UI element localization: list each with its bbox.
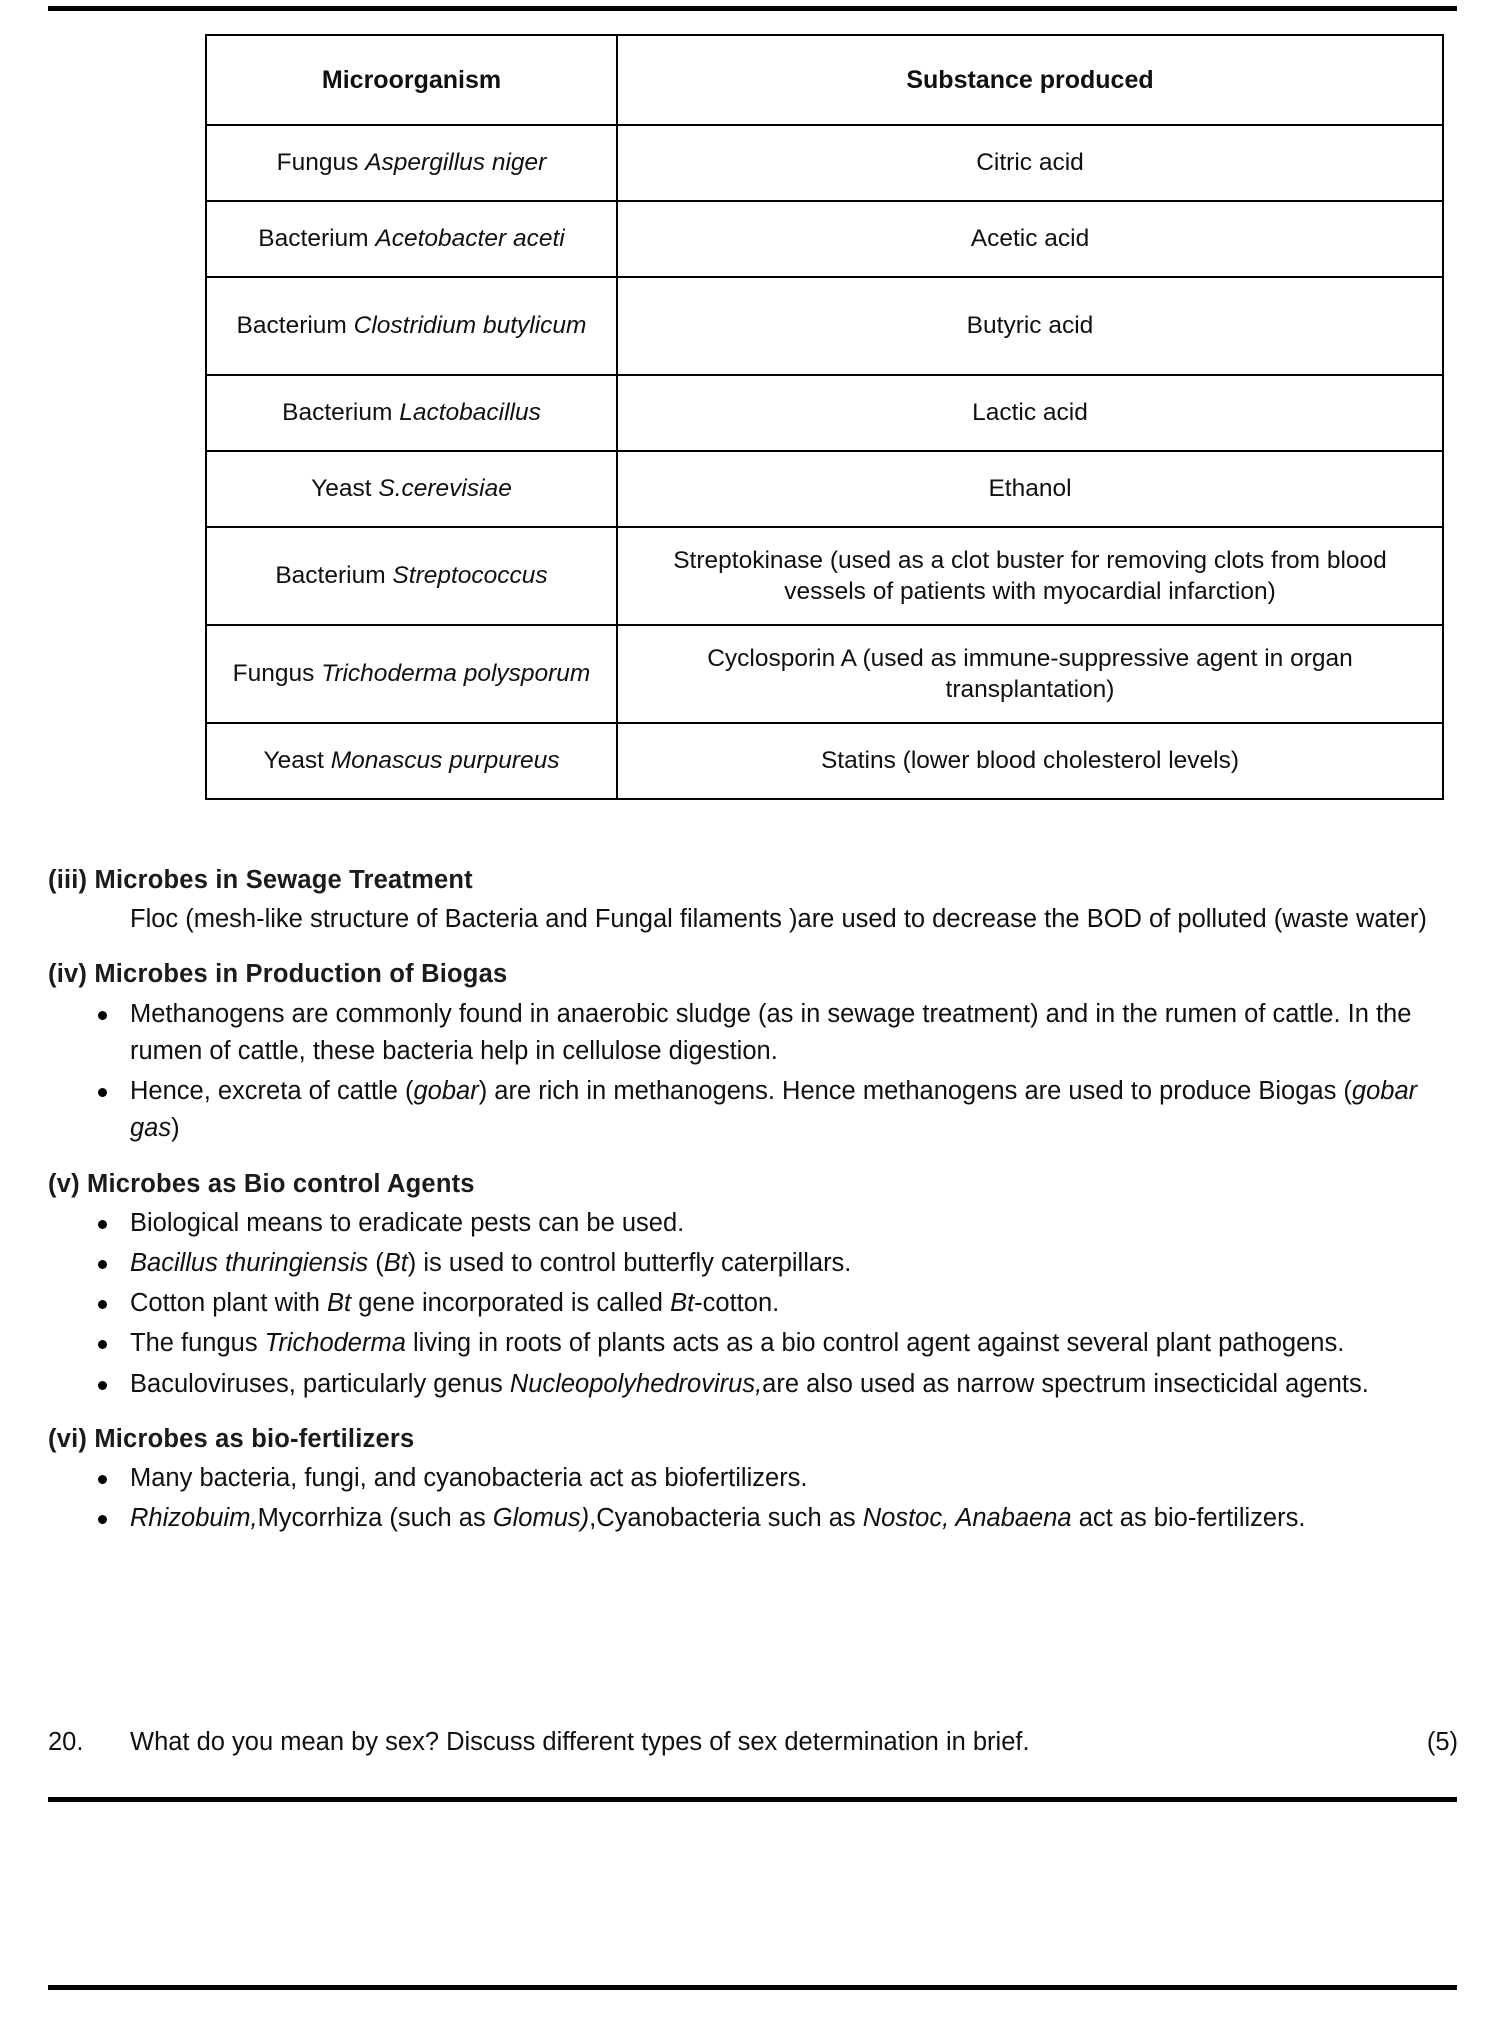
table-row: [206, 723, 1443, 799]
bullet-italic-2: Glomus): [492, 1504, 590, 1533]
list-item: [48, 1245, 1448, 1282]
question-row: [48, 1728, 1458, 1757]
bullet-list-biocontrol: [48, 1205, 1448, 1403]
cell-microorganism: [206, 723, 617, 799]
bullet-italic-2: gobar gas: [130, 1077, 1418, 1143]
cell-substance: Citric acid: [617, 125, 1443, 201]
bullet-text: Biological means to eradicate pests can be used.: [130, 1208, 685, 1237]
bullet-italic-3: Nostoc, Anabaena: [862, 1504, 1072, 1533]
organism-species: Trichoderma polysporum: [321, 660, 591, 688]
cell-substance: Statins (lower blood cholesterol levels): [617, 723, 1443, 799]
list-item: [48, 1460, 1448, 1497]
cell-microorganism: [206, 527, 617, 625]
organism-species: Aspergillus niger: [365, 149, 547, 177]
table-header: [206, 35, 1443, 125]
bullet-text: The fungus: [130, 1329, 265, 1358]
organism-prefix: Bacterium: [258, 225, 376, 253]
bullet-text: Baculoviruses, particularly genus: [130, 1369, 510, 1398]
cell-substance: Streptokinase (used as a clot buster for removing clots from blood vessels of patients with myocardial infarction): [617, 527, 1443, 625]
table-row: [206, 625, 1443, 723]
table-row: [206, 277, 1443, 375]
organism-prefix: Yeast: [263, 747, 331, 775]
organism-prefix: Bacterium: [236, 312, 354, 340]
bullet-text-mid: Mycorrhiza (such as: [257, 1504, 493, 1533]
list-item: [48, 1285, 1448, 1322]
bullet-text-post: ) is used to control butterfly caterpillars.: [407, 1248, 852, 1277]
section-heading-biogas: (iv) Microbes in Production of Biogas: [48, 960, 508, 989]
microorganism-table-wrapper: [205, 34, 1390, 800]
bullet-italic-2: Bt: [670, 1289, 695, 1318]
bullet-italic: Bt: [327, 1289, 352, 1318]
section-biogas: [48, 956, 1448, 1147]
cell-microorganism: [206, 451, 617, 527]
table-row: [206, 527, 1443, 625]
cell-microorganism: [206, 125, 617, 201]
page-rule-middle: [48, 1797, 1457, 1802]
question-number: 20.: [48, 1728, 84, 1756]
organism-prefix: Bacterium: [275, 562, 393, 590]
bullet-italic: Trichoderma: [264, 1329, 406, 1358]
microorganism-substance-table: [205, 34, 1444, 800]
cell-microorganism: [206, 625, 617, 723]
column-header-substance: Substance produced: [617, 35, 1443, 125]
section-paragraph-sewage: Floc (mesh-like structure of Bacteria and Fungal filaments )are used to decrease the BOD of polluted (waste water): [130, 905, 1427, 934]
table-header-row: [206, 35, 1443, 125]
organism-prefix: Fungus: [232, 660, 322, 688]
list-item: [48, 1205, 1448, 1242]
bullet-text: Many bacteria, fungi, and cyanobacteria act as biofertilizers.: [130, 1464, 808, 1493]
cell-substance: Acetic acid: [617, 201, 1443, 277]
bullet-italic: Bacillus thuringiensis: [130, 1248, 369, 1277]
bullet-list-biogas: [48, 996, 1448, 1148]
section-biofertilizers: [48, 1421, 1448, 1538]
organism-prefix: Yeast: [311, 475, 379, 503]
table-row: [206, 201, 1443, 277]
organism-species: Acetobacter aceti: [375, 225, 565, 253]
table-row: [206, 375, 1443, 451]
bullet-text-mid-2: ,Cyanobacteria such as: [589, 1504, 863, 1533]
bullet-text-mid: living in roots of plants acts as a bio control agent against several plant pathogens.: [405, 1329, 1345, 1358]
notes-content: [48, 862, 1448, 1541]
section-sewage-treatment: [48, 862, 1448, 938]
list-item: [48, 1325, 1448, 1362]
section-heading-biocontrol: (v) Microbes as Bio control Agents: [48, 1169, 475, 1198]
bullet-text-mid: (: [368, 1248, 384, 1277]
organism-prefix: Fungus: [276, 149, 366, 177]
bullet-italic-2: Bt: [383, 1248, 408, 1277]
page-rule-top: [48, 6, 1457, 11]
organism-species: Streptococcus: [392, 562, 548, 590]
organism-species: S.cerevisiae: [378, 475, 512, 503]
table-row: [206, 451, 1443, 527]
section-biocontrol: [48, 1166, 1448, 1403]
bullet-italic: Rhizobuim,: [130, 1504, 258, 1533]
bullet-italic: Nucleopolyhedrovirus,: [509, 1369, 763, 1398]
organism-species: Lactobacillus: [399, 399, 541, 427]
list-item: [48, 996, 1448, 1070]
organism-prefix: Bacterium: [282, 399, 400, 427]
bullet-text: Cotton plant with: [130, 1289, 328, 1318]
table-row: [206, 125, 1443, 201]
list-item: [48, 1073, 1448, 1147]
cell-microorganism: [206, 277, 617, 375]
section-heading-sewage: (iii) Microbes in Sewage Treatment: [48, 866, 473, 894]
bullet-text-post: ): [171, 1114, 180, 1143]
bullet-text-mid: ) are rich in methanogens. Hence methanogens are used to produce Biogas (: [478, 1077, 1352, 1106]
bullet-text-post: -cotton.: [694, 1289, 780, 1318]
bullet-text-mid: gene incorporated is called: [351, 1289, 671, 1318]
bullet-text: Methanogens are commonly found in anaerobic sludge (as in sewage treatment) and in the rumen of cattle. In the rumen of cattle, these bacteria help in cellulose digestion.: [130, 999, 1412, 1065]
bullet-text-mid: are also used as narrow spectrum insecticidal agents.: [762, 1369, 1369, 1398]
question-text: What do you mean by sex? Discuss different types of sex determination in brief.: [130, 1728, 1030, 1756]
bullet-italic: gobar: [413, 1077, 479, 1106]
cell-substance: Cyclosporin A (used as immune-suppressive agent in organ transplantation): [617, 625, 1443, 723]
list-item: [48, 1500, 1448, 1537]
section-heading-biofertilizers: (vi) Microbes as bio-fertilizers: [48, 1424, 415, 1453]
organism-species: Monascus purpureus: [330, 747, 560, 775]
organism-species: Clostridium butylicum: [353, 312, 587, 340]
bullet-text: Hence, excreta of cattle (: [130, 1077, 414, 1106]
question-marks: (5): [1426, 1728, 1458, 1756]
list-item: [48, 1366, 1448, 1403]
cell-microorganism: [206, 201, 617, 277]
cell-substance: Butyric acid: [617, 277, 1443, 375]
cell-substance: Lactic acid: [617, 375, 1443, 451]
cell-microorganism: [206, 375, 617, 451]
cell-substance: Ethanol: [617, 451, 1443, 527]
table-body: [206, 125, 1443, 799]
column-header-microorganism: Microorganism: [206, 35, 617, 125]
bullet-list-biofertilizers: [48, 1460, 1448, 1537]
bullet-text-post: act as bio-fertilizers.: [1071, 1504, 1306, 1533]
page-rule-bottom: [48, 1985, 1457, 1990]
